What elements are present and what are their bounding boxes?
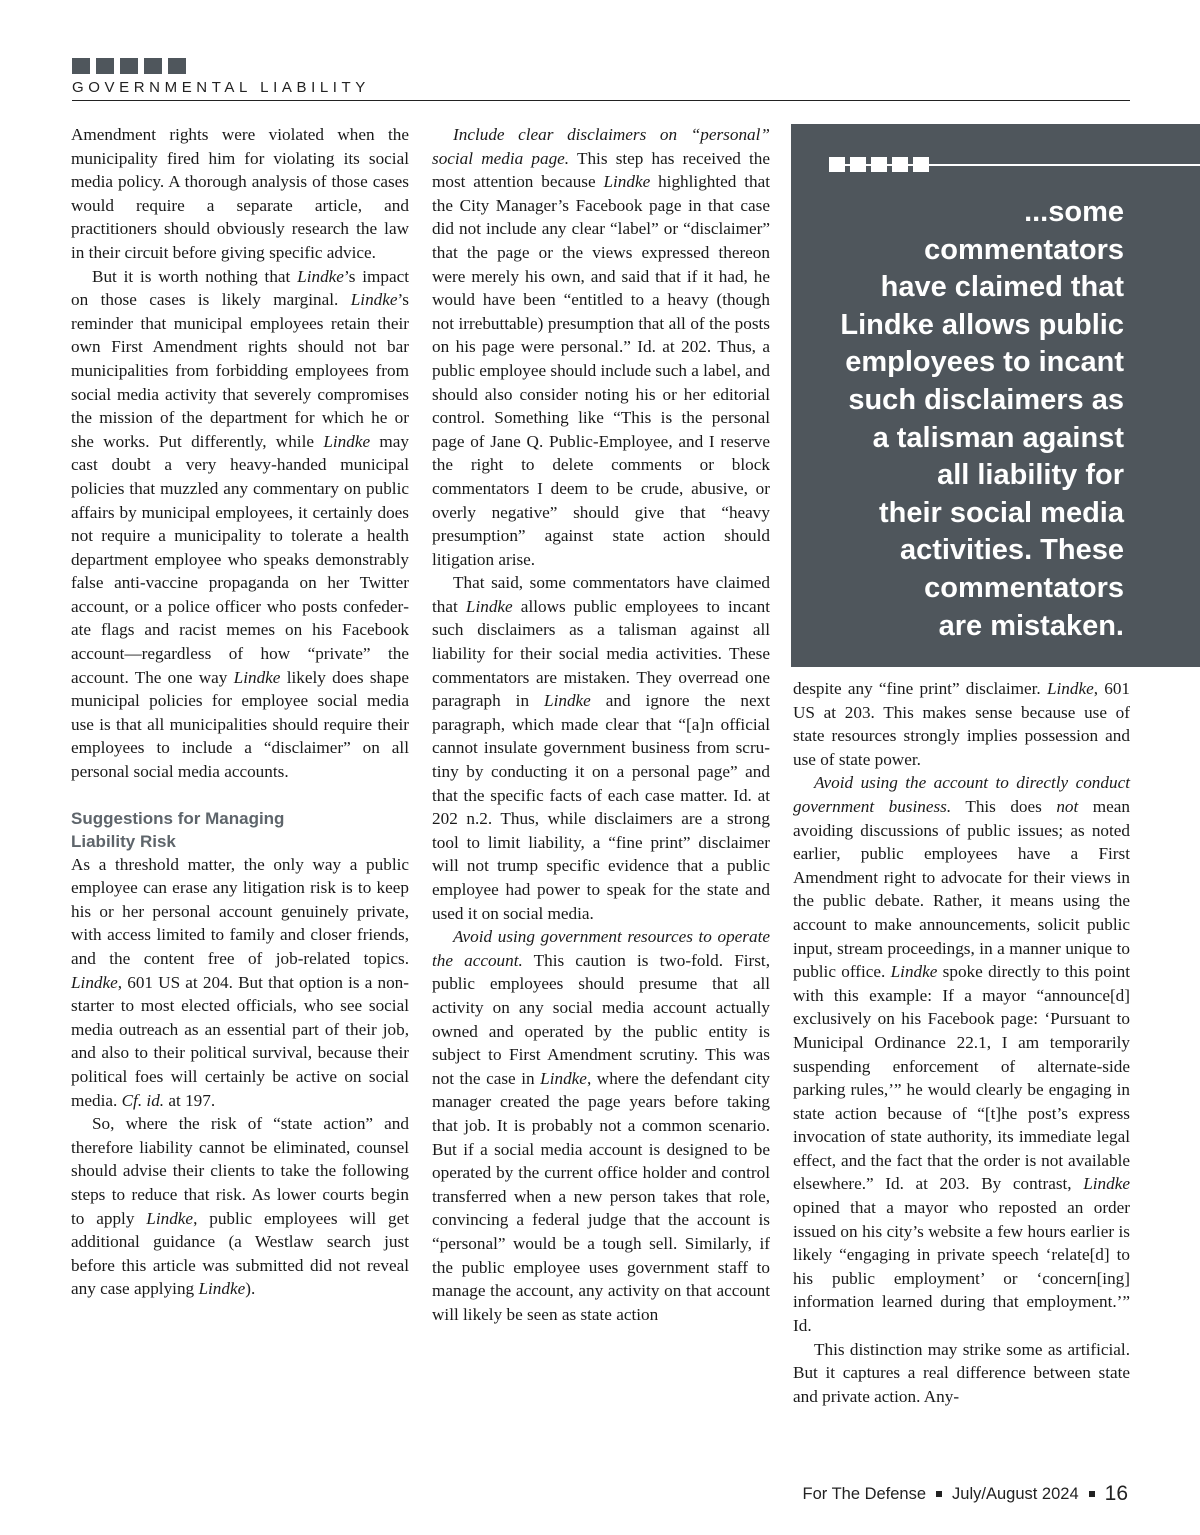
text: This distinction may strike some as artificial. But it captures a real difference between state and private action. Any- bbox=[793, 1339, 1130, 1406]
header-square bbox=[168, 58, 186, 74]
pull-quote-rule bbox=[829, 164, 1200, 166]
case-name: Lindke bbox=[323, 431, 371, 451]
text: This step has received the most attention because bbox=[432, 148, 770, 192]
subheading-line: Liability Risk bbox=[71, 831, 176, 851]
text: So, where the risk of “state action” and therefore liability cannot be eliminated, counsel should advise their clients to take the following steps to reduce that risk. As lower courts begin to apply bbox=[71, 1114, 409, 1228]
paragraph bbox=[71, 123, 409, 265]
paragraph bbox=[432, 571, 770, 925]
header-square bbox=[72, 58, 90, 74]
header-square bbox=[96, 58, 114, 74]
issue-date: July/August 2024 bbox=[952, 1484, 1079, 1503]
section-label: GOVERNMENTAL LIABILITY bbox=[72, 79, 370, 96]
case-name: Lindke bbox=[540, 1068, 587, 1088]
case-name: Lindke bbox=[71, 972, 118, 992]
column-3 bbox=[793, 677, 1130, 1408]
run-in-heading: Avoid using government resources to operate the account. bbox=[432, 927, 770, 970]
header-square bbox=[144, 58, 162, 74]
case-name: Lindke bbox=[146, 1208, 194, 1228]
text: ’s impact on those cases is likely marginal. bbox=[71, 266, 409, 310]
text: , 601 US at 204. But that option is a non-starter to most elected officials, who see social media outreach as an essential part of their job, and also to their political survival, because their political foes will certainly be active on social media. bbox=[71, 972, 409, 1110]
run-in-heading: Avoid using the account to directly conduct government business. bbox=[793, 773, 1130, 816]
column-2 bbox=[432, 123, 770, 1326]
paragraph bbox=[71, 853, 409, 1113]
paragraph bbox=[793, 771, 1130, 1337]
page-number: 16 bbox=[1104, 1482, 1128, 1505]
subheading bbox=[71, 807, 409, 853]
pull-quote-text: ...some commentators have claimed that Lindke allows public employees to incant such disclaimers as a talisman against all liability for their social media activities. These commentators are mistaken. bbox=[840, 196, 1124, 642]
footer-bullet bbox=[936, 1491, 942, 1497]
text: likely does shape municipal policies for employee social media use is that all municipalities should require their employees to include a “disclaimer” on all personal social media accounts. bbox=[71, 667, 410, 782]
text: ). bbox=[245, 1279, 256, 1299]
text: at 197. bbox=[164, 1090, 216, 1110]
emphasis: not bbox=[1056, 796, 1079, 816]
text: mean avoiding discussions of public issues; as noted earlier, public employees have a First Amendment right to advocate for their views in the public debate. Rather, it means using the account to make announcements, solicit public input, stream proceedings, in a manner unique to public office. bbox=[793, 796, 1130, 982]
text: , where the defendant city manager created the page years before taking that job. It is probably not a common scenario. But if a social media account is designed to be operated by the current office holder and control transferred when a new person takes that role, convincing a federal judge that the account is “personal” would be a tough sell. Similarly, if the public employee uses government staff to manage the account, any activity on that account will likely be seen as state action bbox=[432, 1068, 770, 1324]
text: But it is worth nothing that bbox=[92, 266, 298, 286]
text: allows public employees to incant such disclaimers as a talisman against all liability for their social media activities. These commentators are mistaken. They overread one paragraph in bbox=[432, 596, 770, 711]
text: highlighted that the City Manager’s Facebook page in that case did not include any clear “label” or “disclaimer” that the page or the views expressed thereon were merely his own, and said that if it had, he would have been “entitled to a heavy (though not irrebuttable) presumption that all of the posts on his page were personal.” Id. at 202. Thus, a public employee should include such a label, and should also consider noting his or her editorial control. Something like “This is the personal page of Jane Q. Public-Employee, and I reserve the right to delete comments or block commentators I deem to be crude, abusive, or overly negative” should give that “heavy presumption” against state action should litigation arise. bbox=[432, 172, 770, 569]
text: spoke directly to this point with this example: If a mayor “announce[d] exclusively on his Facebook page: ‘Pursuant to Municipal Ordinance 22.1, I am temporarily suspending enforcement of alternate-side parking rules,’” he would clearly be engaging in state action because of “[t]he post’s express invocation of state authority, its immediate legal effect, and the fact that the order is not available elsewhere.” Id. at 203. By contrast, bbox=[793, 962, 1130, 1194]
text: This does bbox=[951, 796, 1057, 816]
paragraph bbox=[432, 925, 770, 1326]
case-name: Lindke bbox=[890, 962, 938, 982]
text: and ignore the next paragraph, which made clear that “[a]n official cannot insulate government business from scrutiny by conducting it on a personal page” and that the specific facts of each case matter. Id. at 202 n.2. Thus, while disclaimers are a strong tool to limit liability, a “fine print” disclaimer will not trump specific evidence that a public employee had power to speak for the state and used it on social media. bbox=[432, 691, 770, 923]
citation: Cf. id. bbox=[121, 1090, 165, 1110]
case-name: Lindke bbox=[544, 691, 591, 711]
text: , 601 US at 203. This makes sense because use of state resources strongly implies possession and use of state power. bbox=[793, 679, 1131, 769]
text: ’s reminder that municipal employees retain their own First Amendment rights should not bar municipalities from forbidding employees from social media activity that severely compromises the mission of the department for which he or she works. Put differently, while bbox=[71, 290, 409, 451]
case-name: Lindke bbox=[603, 172, 651, 192]
paragraph bbox=[432, 123, 770, 571]
case-name: Lindke bbox=[350, 290, 398, 310]
text: This caution is two-fold. First, public employees should presume that all activity on any social media account actually owned and operated by the public entity is subject to First Amendment scrutiny. This was not the case in bbox=[432, 950, 771, 1088]
paragraph bbox=[793, 677, 1130, 771]
text: may cast doubt a very heavy-handed municipal policies that muzzled any commentary on public affairs by municipal employees, it certainly does not require a municipality to tolerate a health department employee who speaks demonstrably false anti-vaccine propaganda on her Twitter account, or a police officer who posts confederate flags and racist memes on his Facebook account—regardless of how “private” the account. The one way bbox=[71, 431, 409, 687]
case-name: Lindke bbox=[1046, 679, 1094, 698]
text: That said, some commentators have claimed that bbox=[432, 573, 770, 616]
case-name: Lindke bbox=[297, 266, 344, 286]
text: , public employees will get additional guidance (a Westlaw search just before this article was submitted did not reveal any case applying bbox=[71, 1208, 409, 1299]
column-1 bbox=[71, 123, 409, 1301]
header-rule bbox=[72, 100, 1130, 101]
run-in-heading: Include clear disclaimers on “personal” social media page. bbox=[432, 125, 770, 168]
case-name: Lindke bbox=[1083, 1174, 1130, 1194]
paragraph bbox=[793, 1338, 1130, 1409]
case-name: Lindke bbox=[233, 667, 281, 687]
text: Amendment rights were violated when the municipality fired him for violating its social media policy. A thorough analysis of those cases would require a separate article, and practitioners should obviously research the law in their circuit before giving specific advice. bbox=[71, 125, 409, 262]
footer-bullet bbox=[1089, 1491, 1095, 1497]
header-square bbox=[120, 58, 138, 74]
text: opined that a mayor who reposted an order issued on his city’s website a few hours earlier is likely “engaging in private speech ‘relate[d] to his public employment’ or ‘concern[ing] information learned during that employment.’” Id. bbox=[793, 1198, 1130, 1336]
subheading-line: Suggestions for Managing bbox=[71, 808, 285, 828]
header-squares bbox=[72, 58, 186, 74]
publication-name: For The Defense bbox=[802, 1484, 927, 1503]
case-name: Lindke bbox=[198, 1279, 246, 1299]
pull-quote bbox=[791, 124, 1200, 667]
page-footer bbox=[803, 1482, 1128, 1506]
case-name: Lindke bbox=[465, 596, 513, 616]
text: As a threshold matter, the only way a public employee can erase any litigation risk is to keep his or her personal account genuinely private, with access limited to family and closer friends, and the content free of job-related topics. bbox=[71, 854, 409, 968]
paragraph bbox=[71, 265, 409, 784]
text: despite any “fine print” disclaimer. bbox=[793, 679, 1047, 698]
paragraph bbox=[71, 1112, 409, 1301]
